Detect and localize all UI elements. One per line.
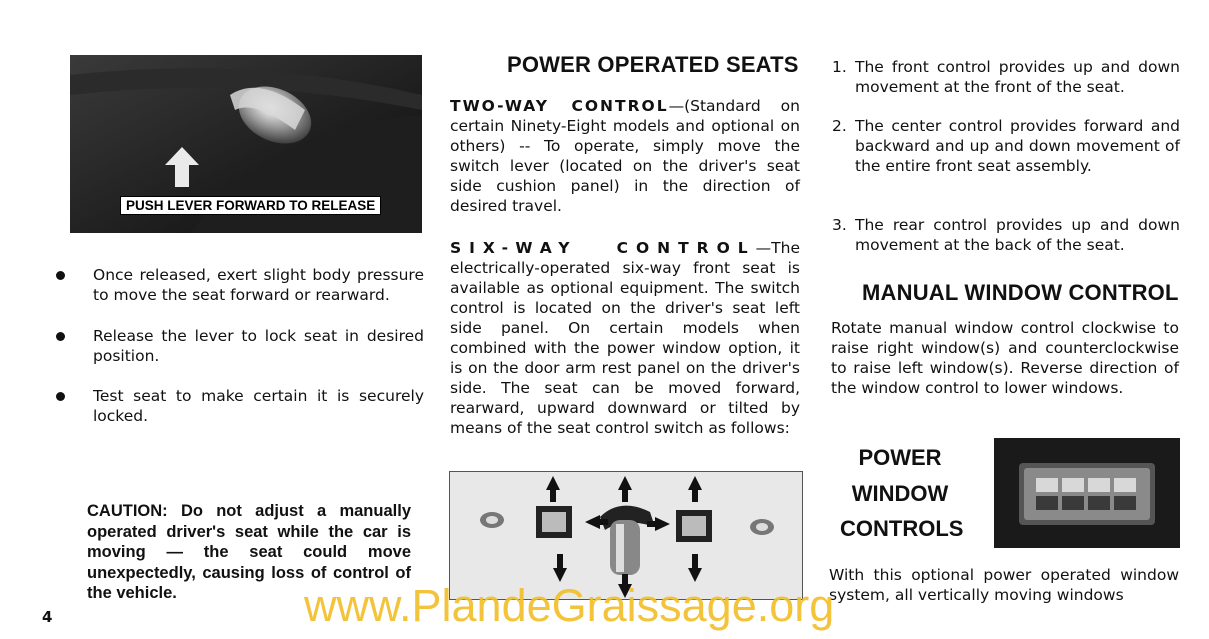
section-title-manual-window: MANUAL WINDOW CONTROL xyxy=(862,280,1179,305)
list-item xyxy=(832,57,1180,97)
page-number: 4 xyxy=(42,608,53,626)
caution-label: CAUTION: xyxy=(87,502,168,520)
item-number: 1. xyxy=(832,58,847,76)
power-window-figure xyxy=(994,438,1180,548)
two-way-lead: TWO-WAY CONTROL xyxy=(450,97,669,115)
two-way-text: —(Standard on certain Ninety-Eight models and optional on others) -- To operate, simply move the switch lever (located on the driver's seat side cushion panel) in the direction of desired travel. xyxy=(450,97,800,215)
bullet-icon xyxy=(56,271,65,280)
six-way-paragraph xyxy=(450,238,800,438)
power-window-title xyxy=(840,440,964,547)
bullet-text: Once released, exert slight body pressure to move the seat forward or rearward. xyxy=(93,266,424,304)
power-window-title-line: CONTROLS xyxy=(840,516,964,541)
bullet-text: Test seat to make certain it is securely locked. xyxy=(93,387,424,425)
item-text: The rear control provides up and down movement at the back of the seat. xyxy=(855,216,1180,254)
manual-window-paragraph: Rotate manual window control clockwise to raise right window(s) and counterclockwise to raise left window(s). Reverse direction of the window control to lower windows. xyxy=(831,319,1179,397)
two-way-paragraph xyxy=(450,96,800,216)
section-title-power-seats: POWER OPERATED SEATS xyxy=(507,52,799,77)
watermark: www.PlandeGraissage.org xyxy=(304,580,835,631)
item-text: The center control provides forward and backward and up and down movement of the entire front seat assembly. xyxy=(855,117,1180,175)
caution-text: Do not adjust a manually operated driver's seat while the car is moving — the seat could move unexpectedly, causing loss of control of the vehicle. xyxy=(87,502,411,602)
bullet-icon xyxy=(56,332,65,341)
power-window-paragraph: With this optional power operated window system, all vertically moving windows xyxy=(829,566,1179,604)
six-way-lead: SIX-WAY CONTROL xyxy=(450,239,756,257)
power-window-title-line: POWER xyxy=(858,445,942,470)
seat-lever-figure xyxy=(70,55,422,233)
six-way-text: —The electrically-operated six-way front seat is available as optional equipment. The switch control is located on the driver's seat left side panel. On certain models when combined with the power window option, it is on the door arm rest panel on the driver's side. The seat can be moved forward, rearward, upward downward or tilted by means of the seat control switch as follows: xyxy=(450,239,800,437)
item-number: 2. xyxy=(832,117,847,135)
list-item xyxy=(56,386,424,426)
power-window-switch-photo-icon xyxy=(994,438,1180,548)
item-number: 3. xyxy=(832,216,847,234)
bullet-icon xyxy=(56,392,65,401)
list-item xyxy=(832,215,1180,255)
list-item xyxy=(56,326,424,366)
bullet-text: Release the lever to lock seat in desired position. xyxy=(93,327,424,365)
figure-caption: PUSH LEVER FORWARD TO RELEASE xyxy=(120,196,381,215)
item-text: The front control provides up and down movement at the front of the seat. xyxy=(855,58,1180,96)
power-window-title-line: WINDOW xyxy=(851,480,949,506)
list-item xyxy=(56,265,424,305)
list-item xyxy=(832,116,1180,176)
